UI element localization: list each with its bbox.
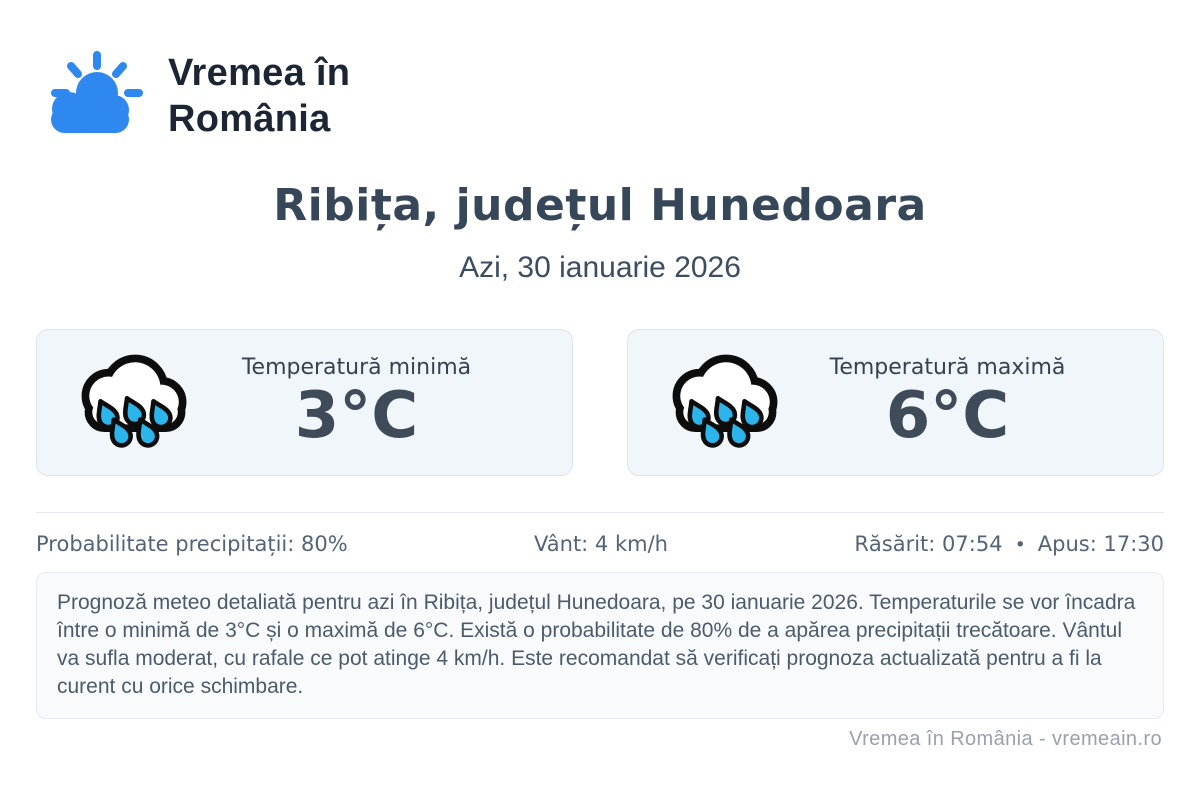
precipitation-stat: Probabilitate precipitații: 80%	[36, 532, 348, 556]
min-temperature-value: 3°C	[294, 378, 419, 453]
logo-text	[168, 50, 350, 143]
max-temperature-card	[627, 329, 1164, 476]
rain-cloud-icon	[73, 347, 193, 459]
wind-stat: Vânt: 4 km/h	[534, 532, 668, 556]
max-temperature-value: 6°C	[885, 378, 1010, 453]
min-temperature-label: Temperatură minimă	[241, 354, 472, 380]
bullet-separator: •	[1014, 534, 1026, 556]
sunrise-stat: Răsărit: 07:54	[854, 532, 1003, 556]
temperature-cards	[36, 329, 1164, 476]
page-title: Ribița, județul Hunedoara	[273, 180, 927, 231]
max-temperature-label: Temperatură maximă	[829, 354, 1066, 380]
footer-credit: Vremea în România - vremeain.ro	[849, 727, 1162, 750]
stats-row	[36, 532, 1164, 556]
sun-cloud-logo-icon	[40, 46, 144, 146]
forecast-description: Prognoză meteo detaliată pentru azi în Ribița, județul Hunedoara, pe 30 ianuarie 2026. Temperaturile se vor încadra între o minimă de 3°C și o maximă de 6°C. Există o probabilitate de 80% de a apărea precipitații trecătoare. Vântul va sufla moderat, cu rafale ce pot atinge 4 km/h. Este recomandat să verificați prognoza actualizată pentru a fi la curent cu orice schimbare.	[36, 572, 1164, 719]
sun-times-stat	[854, 532, 1164, 556]
min-temperature-body	[193, 354, 572, 453]
logo	[40, 46, 1164, 146]
divider	[36, 512, 1164, 513]
sunset-stat: Apus: 17:30	[1037, 532, 1164, 556]
min-temperature-card	[36, 329, 573, 476]
page-date: Azi, 30 ianuarie 2026	[459, 251, 741, 284]
logo-text-line2: România	[168, 98, 331, 140]
logo-text-line1: Vremea în	[168, 51, 351, 94]
max-temperature-body	[784, 354, 1163, 453]
rain-cloud-icon	[664, 347, 784, 459]
